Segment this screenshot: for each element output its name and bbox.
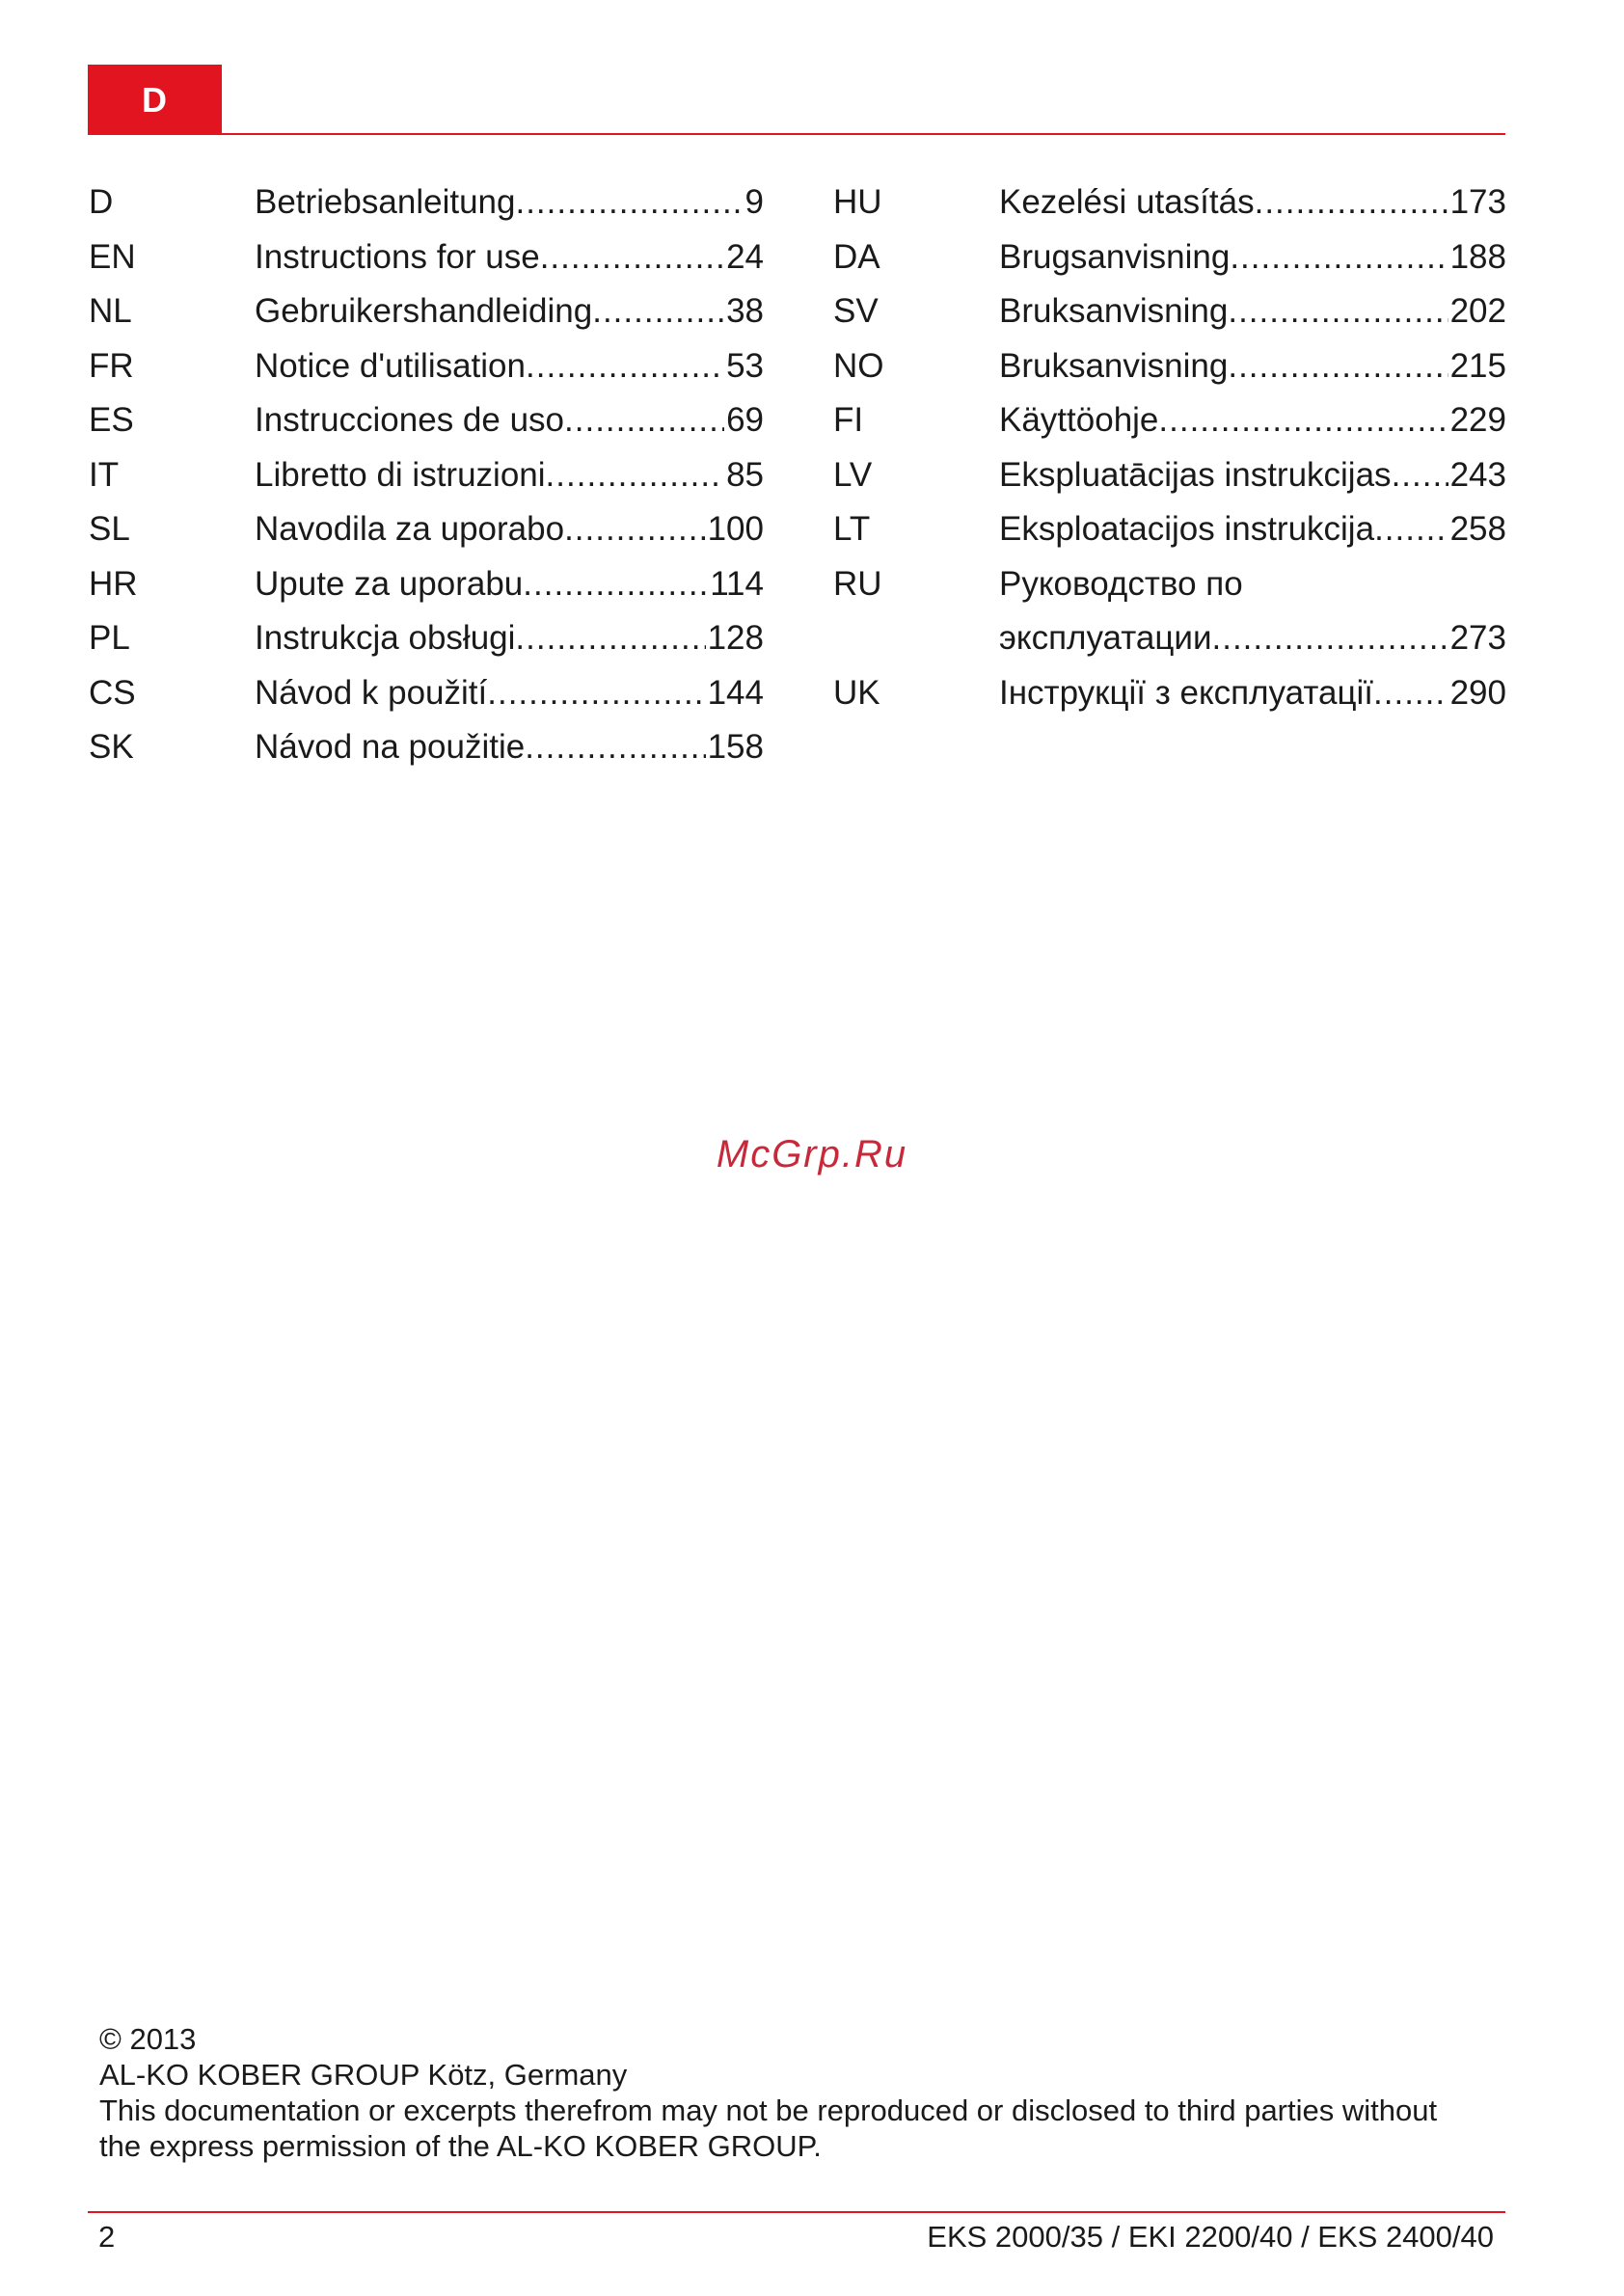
toc-row[interactable] bbox=[89, 720, 764, 775]
toc-leader-dots bbox=[515, 176, 743, 230]
copyright-block bbox=[99, 2021, 1507, 2164]
toc-language-code: SV bbox=[833, 292, 879, 330]
toc-leader-dots bbox=[1255, 176, 1448, 230]
footer-divider bbox=[88, 2211, 1505, 2213]
toc-page-number: 188 bbox=[1449, 237, 1506, 276]
toc-leader-dots bbox=[487, 666, 705, 721]
toc-title: Návod na použitie bbox=[255, 728, 526, 766]
toc-page-number: 202 bbox=[1449, 292, 1506, 330]
toc-title: Eksploatacijos instrukcija bbox=[999, 510, 1375, 548]
model-designation: EKS 2000/35 / EKI 2200/40 / EKS 2400/40 bbox=[927, 2220, 1494, 2254]
toc-language-code: HU bbox=[833, 183, 882, 221]
toc-title: Bruksanvisning bbox=[999, 346, 1229, 385]
toc-row[interactable] bbox=[833, 339, 1506, 394]
toc-language-code: DA bbox=[833, 237, 880, 276]
toc-row[interactable] bbox=[833, 502, 1506, 557]
toc-language-code: D bbox=[89, 183, 114, 221]
toc-leader-dots bbox=[525, 720, 705, 775]
toc-row[interactable] bbox=[833, 284, 1506, 339]
toc-title: эксплуатации bbox=[999, 619, 1212, 657]
toc-page-number: 243 bbox=[1449, 455, 1506, 494]
language-tab: D bbox=[88, 65, 222, 135]
toc-leader-dots bbox=[1374, 502, 1448, 557]
toc-title: Руководство по bbox=[999, 564, 1243, 603]
toc-title: Navodila za uporabo bbox=[255, 510, 565, 548]
toc-language-code: EN bbox=[89, 237, 136, 276]
toc-language-code: LV bbox=[833, 455, 873, 494]
toc-page-number: 144 bbox=[707, 673, 764, 712]
toc-page-number: 158 bbox=[707, 728, 764, 766]
toc-title: Kezelési utasítás bbox=[999, 183, 1255, 221]
toc-language-code: LT bbox=[833, 510, 871, 548]
toc-leader-dots bbox=[1212, 611, 1448, 666]
toc-title: Instructions for use bbox=[255, 237, 540, 276]
toc-row[interactable] bbox=[89, 393, 764, 448]
toc-page-number: 258 bbox=[1449, 510, 1506, 548]
toc-title: Upute za uporabu bbox=[255, 564, 524, 603]
toc-title: Brugsanvisning bbox=[999, 237, 1231, 276]
toc-row[interactable] bbox=[89, 666, 764, 721]
toc-title: Notice d'utilisation bbox=[255, 346, 526, 385]
toc-title: Gebruikershandleiding bbox=[255, 292, 593, 330]
toc-language-code: ES bbox=[89, 401, 134, 439]
toc-row[interactable] bbox=[89, 448, 764, 503]
toc-leader-dots bbox=[564, 502, 706, 557]
toc-row[interactable] bbox=[833, 176, 1506, 230]
toc-leader-dots bbox=[1158, 393, 1448, 448]
toc-language-code: HR bbox=[89, 564, 138, 603]
toc-leader-dots bbox=[1228, 339, 1448, 394]
toc-title: Libretto di istruzioni bbox=[255, 455, 546, 494]
toc-row[interactable] bbox=[833, 393, 1506, 448]
toc-row[interactable] bbox=[89, 176, 764, 230]
toc-leader-dots bbox=[523, 557, 708, 612]
toc-language-code: FI bbox=[833, 401, 864, 439]
toc-language-code: IT bbox=[89, 455, 120, 494]
toc-language-code: UK bbox=[833, 673, 880, 712]
toc-leader-dots bbox=[546, 448, 725, 503]
copyright-year: © 2013 bbox=[99, 2022, 197, 2056]
toc-title: Ekspluatācijas instrukcijas bbox=[999, 455, 1392, 494]
toc-row[interactable] bbox=[89, 611, 764, 666]
toc-page-number: 173 bbox=[1449, 183, 1506, 221]
toc-page-number: 53 bbox=[726, 346, 764, 385]
toc-row[interactable] bbox=[89, 230, 764, 285]
toc-page-number: 128 bbox=[707, 619, 764, 657]
copyright-notice-line-2: the express permission of the AL-KO KOBER GROUP. bbox=[99, 2129, 822, 2163]
toc-language-code: FR bbox=[89, 346, 134, 385]
toc-page-number: 9 bbox=[744, 183, 764, 221]
toc-language-code: NL bbox=[89, 292, 132, 330]
toc-title: Käyttöohje bbox=[999, 401, 1159, 439]
toc-leader-dots bbox=[1228, 284, 1448, 339]
toc-page-number: 24 bbox=[726, 237, 764, 276]
toc-language-code: CS bbox=[89, 673, 136, 712]
toc-leader-dots bbox=[564, 393, 724, 448]
toc-page-number: 114 bbox=[710, 564, 764, 603]
toc-language-code: NO bbox=[833, 346, 884, 385]
toc-language-code: PL bbox=[89, 619, 130, 657]
toc-page-number: 273 bbox=[1449, 619, 1506, 657]
watermark: McGrp.Ru bbox=[716, 1133, 908, 1175]
toc-row[interactable] bbox=[89, 557, 764, 612]
toc-page-number: 229 bbox=[1449, 401, 1506, 439]
toc-leader-dots bbox=[1230, 230, 1448, 285]
copyright-company: AL-KO KOBER GROUP Kötz, Germany bbox=[99, 2058, 628, 2092]
page-number: 2 bbox=[98, 2220, 116, 2254]
toc-row[interactable] bbox=[833, 666, 1506, 721]
toc-page-number: 100 bbox=[707, 510, 764, 548]
toc-language-code: SL bbox=[89, 510, 130, 548]
header-divider bbox=[88, 133, 1505, 135]
toc-page-number: 69 bbox=[726, 401, 764, 439]
toc-title: Návod k použití bbox=[255, 673, 488, 712]
toc-language-code: RU bbox=[833, 564, 882, 603]
toc-leader-dots bbox=[540, 230, 724, 285]
toc-page-number: 215 bbox=[1449, 346, 1506, 385]
toc-left-column bbox=[89, 176, 764, 775]
toc-row[interactable] bbox=[89, 339, 764, 394]
toc-leader-dots bbox=[592, 284, 724, 339]
toc-right-column bbox=[833, 176, 1506, 720]
toc-leader-dots bbox=[1392, 448, 1448, 503]
toc-row[interactable] bbox=[89, 284, 764, 339]
copyright-notice-line-1: This documentation or excerpts therefrom may not be reproduced or disclosed to third parties without bbox=[99, 2093, 1438, 2127]
toc-leader-dots bbox=[515, 611, 705, 666]
toc-page-number: 290 bbox=[1449, 673, 1506, 712]
toc-title: Інструкції з експлуатації bbox=[999, 673, 1374, 712]
toc-title: Instrukcja obsługi bbox=[255, 619, 516, 657]
toc-title: Instrucciones de uso bbox=[255, 401, 565, 439]
toc-row[interactable] bbox=[833, 611, 1506, 666]
toc-row[interactable] bbox=[833, 230, 1506, 285]
toc-page-number: 38 bbox=[726, 292, 764, 330]
toc-language-code: SK bbox=[89, 728, 134, 766]
toc-row[interactable] bbox=[833, 557, 1506, 612]
toc-title: Bruksanvisning bbox=[999, 292, 1229, 330]
toc-leader-dots bbox=[526, 339, 724, 394]
toc-leader-dots bbox=[1373, 666, 1448, 721]
toc-title: Betriebsanleitung bbox=[255, 183, 516, 221]
toc-page-number: 85 bbox=[726, 455, 764, 494]
toc-row[interactable] bbox=[89, 502, 764, 557]
toc-row[interactable] bbox=[833, 448, 1506, 503]
